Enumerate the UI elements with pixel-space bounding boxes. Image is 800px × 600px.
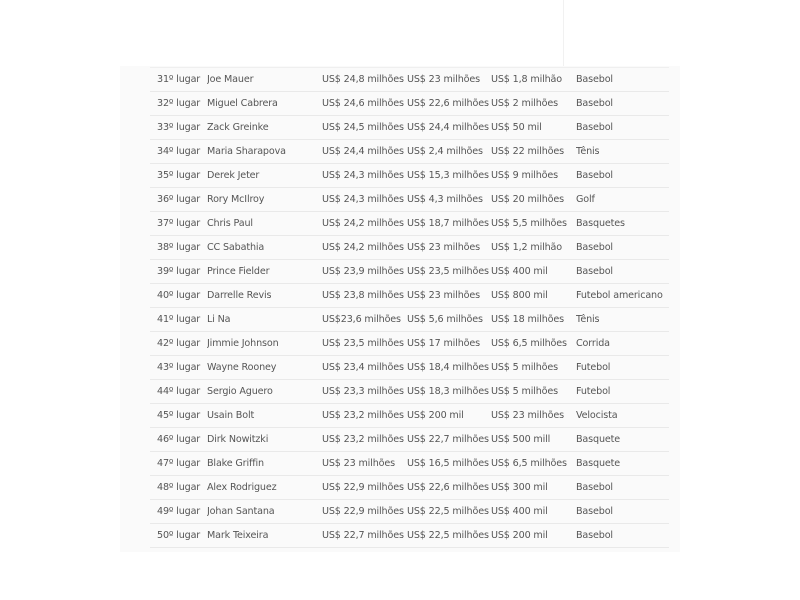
salary-cell: US$ 18,7 milhões [407,212,491,236]
table-row [150,68,669,92]
sport-cell: Futebol [576,356,669,380]
total-earnings-cell: US$ 23,2 milhões [322,404,407,428]
sport-cell: Basebol [576,500,669,524]
endorsements-cell: US$ 2 milhões [491,92,576,116]
athlete-name-cell: Joe Mauer [207,68,322,92]
sport-cell: Tênis [576,140,669,164]
athlete-name-cell: Dirk Nowitzki [207,428,322,452]
total-earnings-cell: US$ 23,2 milhões [322,428,407,452]
total-earnings-cell: US$ 23 milhões [322,452,407,476]
total-earnings-cell: US$ 23,4 milhões [322,356,407,380]
sport-cell: Basebol [576,116,669,140]
rank-cell: 45º lugar [150,404,207,428]
sport-cell: Basebol [576,68,669,92]
salary-cell: US$ 200 mil [407,404,491,428]
endorsements-cell: US$ 5 milhões [491,356,576,380]
salary-cell: US$ 23,5 milhões [407,260,491,284]
salary-cell: US$ 22,5 milhões [407,500,491,524]
table-row [150,212,669,236]
athlete-name-cell: Zack Greinke [207,116,322,140]
athlete-name-cell: Sergio Aguero [207,380,322,404]
total-earnings-cell: US$ 22,9 milhões [322,500,407,524]
salary-cell: US$ 22,6 milhões [407,92,491,116]
rank-cell: 31º lugar [150,68,207,92]
total-earnings-cell: US$ 24,2 milhões [322,212,407,236]
rank-cell: 39º lugar [150,260,207,284]
athlete-name-cell: Miguel Cabrera [207,92,322,116]
rank-cell: 43º lugar [150,356,207,380]
athlete-name-cell: Johan Santana [207,500,322,524]
athlete-earnings-table [150,67,669,548]
rank-cell: 35º lugar [150,164,207,188]
endorsements-cell: US$ 22 milhões [491,140,576,164]
table-row [150,308,669,332]
sport-cell: Golf [576,188,669,212]
athlete-name-cell: Chris Paul [207,212,322,236]
athlete-name-cell: Wayne Rooney [207,356,322,380]
athlete-name-cell: CC Sabathia [207,236,322,260]
table-row [150,380,669,404]
endorsements-cell: US$ 9 milhões [491,164,576,188]
table-row [150,236,669,260]
endorsements-cell: US$ 50 mil [491,116,576,140]
endorsements-cell: US$ 6,5 milhões [491,332,576,356]
total-earnings-cell: US$ 23,5 milhões [322,332,407,356]
sport-cell: Basebol [576,476,669,500]
endorsements-cell: US$ 500 mill [491,428,576,452]
table-row [150,452,669,476]
total-earnings-cell: US$ 24,6 milhões [322,92,407,116]
sport-cell: Futebol americano [576,284,669,308]
athlete-name-cell: Li Na [207,308,322,332]
endorsements-cell: US$ 5 milhões [491,380,576,404]
table-row [150,116,669,140]
total-earnings-cell: US$ 24,4 milhões [322,140,407,164]
salary-cell: US$ 18,4 milhões [407,356,491,380]
endorsements-cell: US$ 200 mil [491,524,576,548]
athlete-name-cell: Prince Fielder [207,260,322,284]
endorsements-cell: US$ 23 milhões [491,404,576,428]
athlete-name-cell: Usain Bolt [207,404,322,428]
endorsements-cell: US$ 400 mil [491,500,576,524]
rank-cell: 36º lugar [150,188,207,212]
rank-cell: 33º lugar [150,116,207,140]
salary-cell: US$ 23 milhões [407,284,491,308]
endorsements-cell: US$ 6,5 milhões [491,452,576,476]
table-row [150,476,669,500]
table-row [150,284,669,308]
sport-cell: Basquetes [576,212,669,236]
rank-cell: 44º lugar [150,380,207,404]
salary-cell: US$ 24,4 milhões [407,116,491,140]
table-row [150,404,669,428]
salary-cell: US$ 23 milhões [407,68,491,92]
athlete-name-cell: Jimmie Johnson [207,332,322,356]
rank-cell: 42º lugar [150,332,207,356]
sport-cell: Basebol [576,164,669,188]
total-earnings-cell: US$ 22,9 milhões [322,476,407,500]
rank-cell: 38º lugar [150,236,207,260]
athlete-name-cell: Derek Jeter [207,164,322,188]
sport-cell: Basebol [576,236,669,260]
table-row [150,524,669,548]
sport-cell: Velocista [576,404,669,428]
salary-cell: US$ 23 milhões [407,236,491,260]
rank-cell: 50º lugar [150,524,207,548]
rank-cell: 41º lugar [150,308,207,332]
endorsements-cell: US$ 18 milhões [491,308,576,332]
sport-cell: Tênis [576,308,669,332]
athlete-name-cell: Maria Sharapova [207,140,322,164]
athlete-name-cell: Rory McIlroy [207,188,322,212]
salary-cell: US$ 18,3 milhões [407,380,491,404]
sport-cell: Basquete [576,452,669,476]
rank-cell: 47º lugar [150,452,207,476]
sport-cell: Basebol [576,92,669,116]
athlete-name-cell: Alex Rodriguez [207,476,322,500]
total-earnings-cell: US$ 23,8 milhões [322,284,407,308]
athlete-name-cell: Blake Griffin [207,452,322,476]
rank-cell: 40º lugar [150,284,207,308]
total-earnings-cell: US$ 23,9 milhões [322,260,407,284]
table-row [150,164,669,188]
sport-cell: Corrida [576,332,669,356]
sport-cell: Basebol [576,260,669,284]
salary-cell: US$ 2,4 milhões [407,140,491,164]
top-divider [563,0,564,66]
rank-cell: 46º lugar [150,428,207,452]
endorsements-cell: US$ 1,2 milhão [491,236,576,260]
athlete-name-cell: Mark Teixeira [207,524,322,548]
rank-cell: 49º lugar [150,500,207,524]
total-earnings-cell: US$ 23,3 milhões [322,380,407,404]
salary-cell: US$ 5,6 milhões [407,308,491,332]
rank-cell: 37º lugar [150,212,207,236]
salary-cell: US$ 4,3 milhões [407,188,491,212]
table-row [150,500,669,524]
total-earnings-cell: US$ 22,7 milhões [322,524,407,548]
table-row [150,428,669,452]
total-earnings-cell: US$ 24,3 milhões [322,164,407,188]
sport-cell: Futebol [576,380,669,404]
table-row [150,260,669,284]
table-row [150,92,669,116]
salary-cell: US$ 16,5 milhões [407,452,491,476]
endorsements-cell: US$ 800 mil [491,284,576,308]
endorsements-cell: US$ 1,8 milhão [491,68,576,92]
salary-cell: US$ 15,3 milhões [407,164,491,188]
endorsements-cell: US$ 300 mil [491,476,576,500]
table-row [150,332,669,356]
table-row [150,356,669,380]
sport-cell: Basebol [576,524,669,548]
total-earnings-cell: US$23,6 milhões [322,308,407,332]
total-earnings-cell: US$ 24,5 milhões [322,116,407,140]
salary-cell: US$ 22,7 milhões [407,428,491,452]
salary-cell: US$ 17 milhões [407,332,491,356]
sport-cell: Basquete [576,428,669,452]
rank-cell: 48º lugar [150,476,207,500]
total-earnings-cell: US$ 24,3 milhões [322,188,407,212]
table-body [150,68,669,548]
total-earnings-cell: US$ 24,2 milhões [322,236,407,260]
rank-cell: 34º lugar [150,140,207,164]
endorsements-cell: US$ 20 milhões [491,188,576,212]
table-row [150,140,669,164]
endorsements-cell: US$ 5,5 milhões [491,212,576,236]
athlete-name-cell: Darrelle Revis [207,284,322,308]
table-row [150,188,669,212]
endorsements-cell: US$ 400 mil [491,260,576,284]
total-earnings-cell: US$ 24,8 milhões [322,68,407,92]
rank-cell: 32º lugar [150,92,207,116]
salary-cell: US$ 22,5 milhões [407,524,491,548]
salary-cell: US$ 22,6 milhões [407,476,491,500]
